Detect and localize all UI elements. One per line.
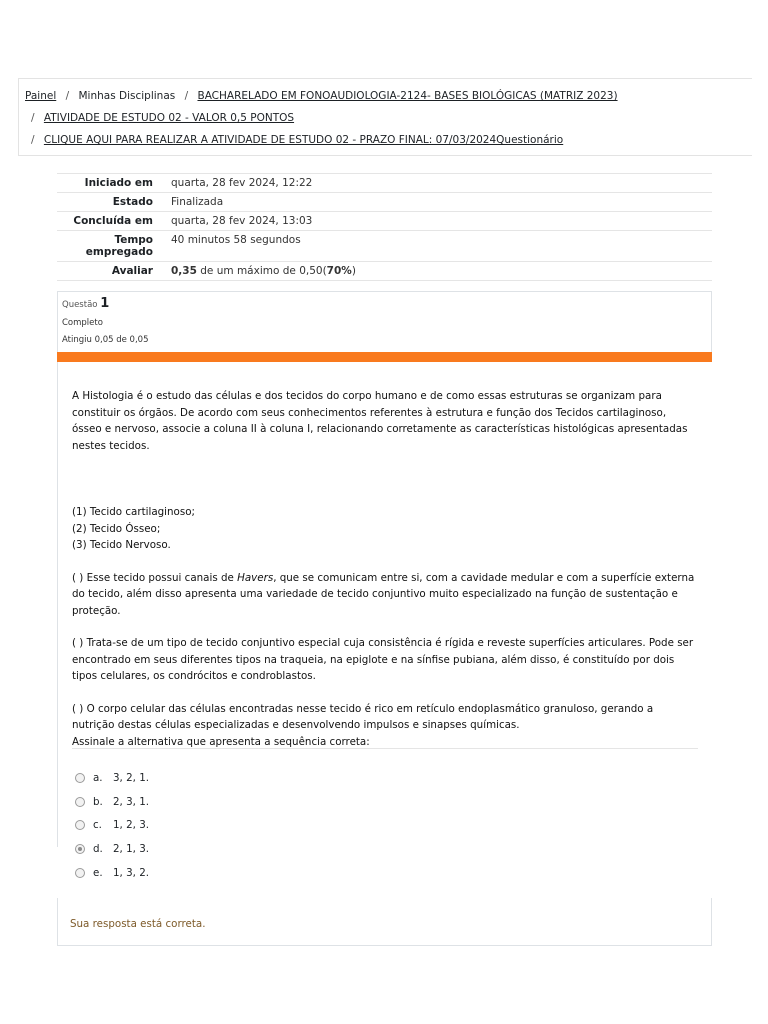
summary-row-grade — [57, 262, 712, 281]
grade-percent: 70% — [326, 265, 352, 277]
radio-button-selected[interactable] — [75, 844, 85, 854]
question-divider — [72, 748, 698, 749]
question-accent-bar — [57, 352, 712, 362]
question-grade: Atingiu 0,05 de 0,05 — [62, 335, 149, 345]
breadcrumb-separator: / — [31, 112, 35, 124]
summary-value — [165, 262, 712, 281]
statement-1 — [72, 570, 696, 620]
summary-label: Estado — [57, 193, 165, 212]
answer-text: 2, 3, 1. — [113, 795, 150, 808]
answer-feedback: Sua resposta está correta. — [57, 898, 712, 946]
answer-letter: a. — [93, 771, 103, 784]
answer-text: 2, 1, 3. — [113, 843, 150, 856]
summary-label: Avaliar — [57, 262, 165, 281]
breadcrumb-separator: / — [31, 134, 35, 146]
summary-value: quarta, 28 fev 2024, 13:03 — [165, 212, 712, 231]
breadcrumb-activity-link[interactable]: ATIVIDADE DE ESTUDO 02 - VALOR 0,5 PONTOS — [43, 112, 295, 124]
breadcrumb-separator: / — [65, 90, 70, 102]
answer-letter: d. — [93, 843, 103, 856]
question-number: 1 — [100, 296, 110, 311]
answer-option-b[interactable] — [75, 790, 149, 814]
breadcrumb-quiz-link[interactable]: CLIQUE AQUI PARA REALIZAR A ATIVIDADE DE ESTUDO 02 - PRAZO FINAL: 07/03/2024Questionário — [43, 134, 564, 146]
summary-value: 40 minutos 58 segundos — [165, 231, 712, 262]
question-intro: A Histologia é o estudo das células e dos tecidos do corpo humano e de como essas estruturas se organizam para constituir os órgãos. De acordo com seus conhecimentos referentes à estrutura e função dos Tecidos cartilaginoso, ósseo e nervoso, associe a coluna II à coluna I, relacionando corretamente as características histológicas apresentadas nestes tecidos. — [72, 390, 688, 452]
column-item: (1) Tecido cartilaginoso; — [72, 506, 195, 518]
answer-option-e[interactable] — [75, 861, 149, 885]
answer-text: 1, 2, 3. — [113, 819, 150, 832]
grade-close: ) — [351, 265, 356, 277]
statement-1-part-b: , que se comunicam entre si, com a cavidade medular e com a superfície externa do tecido, além disso apresenta uma variedade de tecido conjuntivo muito especializado na função de sustentação e proteção. — [72, 571, 695, 617]
radio-button[interactable] — [75, 797, 85, 807]
answer-option-a[interactable] — [75, 766, 149, 790]
summary-value: Finalizada — [165, 193, 712, 212]
question-state: Completo — [62, 318, 103, 328]
answer-text: 1, 3, 2. — [113, 867, 150, 880]
statement-1-part-a: ( ) Esse tecido possui canais de — [72, 571, 238, 584]
answer-options — [75, 766, 149, 885]
question-number-label: Questão — [62, 300, 98, 310]
attempt-summary-table — [57, 173, 712, 281]
question-prompt: Assinale a alternativa que apresenta a sequência correta: — [72, 735, 370, 748]
answer-option-c[interactable] — [75, 814, 149, 838]
breadcrumb-minhas-disciplinas: Minhas Disciplinas — [78, 90, 176, 102]
summary-row-started — [57, 174, 712, 193]
statement-3: ( ) O corpo celular das células encontradas nesse tecido é rico em retículo endoplasmático granuloso, gerando a nutrição destas células especializadas e desenvolvendo impulsos e sinapses químicas. — [72, 702, 654, 731]
statement-2: ( ) Trata-se de um tipo de tecido conjuntivo especial cuja consistência é rígida e reveste superfícies articulares. Pode ser encontrado em seus diferentes tipos na traqueia, na epiglote e na sínfise pubiana, além disso, é constituído por dois tipos celulares, os condrócitos e condroblastos. — [72, 637, 694, 682]
summary-row-time-taken — [57, 231, 712, 262]
radio-button[interactable] — [75, 868, 85, 878]
breadcrumb-separator: / — [184, 90, 189, 102]
summary-row-completed — [57, 212, 712, 231]
breadcrumb — [18, 78, 752, 156]
answer-letter: e. — [93, 867, 103, 880]
answer-letter: b. — [93, 795, 103, 808]
column-item: (2) Tecido Ósseo; — [72, 522, 161, 535]
summary-row-state — [57, 193, 712, 212]
answer-text: 3, 2, 1. — [113, 771, 150, 784]
grade-score: 0,35 — [171, 265, 197, 277]
statement-1-emphasis: Havers — [237, 571, 274, 584]
summary-value: quarta, 28 fev 2024, 12:22 — [165, 174, 712, 193]
question-text — [57, 362, 712, 847]
grade-max: de um máximo de 0,50( — [196, 265, 327, 277]
radio-button[interactable] — [75, 773, 85, 783]
summary-label: Concluída em — [57, 212, 165, 231]
question-info — [57, 291, 712, 353]
breadcrumb-painel-link[interactable]: Painel — [25, 90, 57, 102]
radio-button[interactable] — [75, 820, 85, 830]
column-item: (3) Tecido Nervoso. — [72, 539, 171, 551]
breadcrumb-course-link[interactable]: BACHARELADO EM FONOAUDIOLOGIA-2124- BASES BIOLÓGICAS (MATRIZ 2023) — [197, 90, 618, 102]
answer-option-d[interactable] — [75, 837, 149, 861]
summary-label: Iniciado em — [57, 174, 165, 193]
answer-letter: c. — [93, 819, 102, 832]
summary-label: Tempo empregado — [57, 231, 165, 262]
